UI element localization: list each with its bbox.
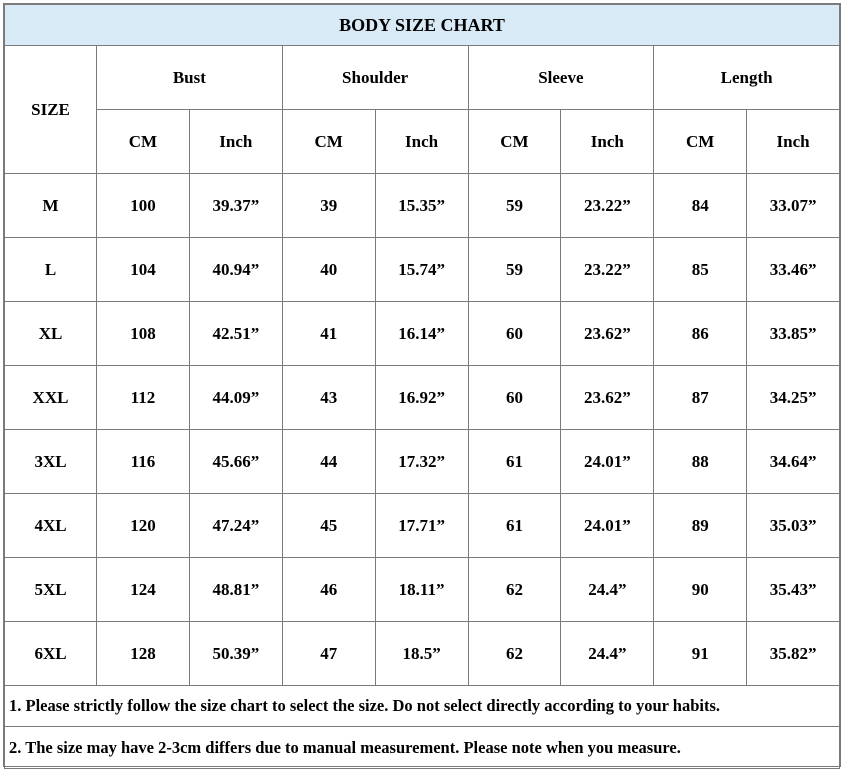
value-cell: 45 — [282, 494, 375, 558]
value-cell: 39 — [282, 174, 375, 238]
unit-header-cm: CM — [282, 110, 375, 174]
value-cell: 15.74” — [375, 238, 468, 302]
note-1: 1. Please strictly follow the size chart to select the size. Do not select directly according to your habits. — [5, 686, 840, 727]
unit-header-cm: CM — [654, 110, 747, 174]
table-row — [5, 622, 840, 686]
size-cell: XL — [5, 302, 97, 366]
value-cell: 91 — [654, 622, 747, 686]
unit-header-row — [5, 110, 840, 174]
value-cell: 45.66” — [189, 430, 282, 494]
group-header-bust: Bust — [97, 46, 283, 110]
value-cell: 85 — [654, 238, 747, 302]
value-cell: 108 — [97, 302, 190, 366]
title-row — [5, 5, 840, 46]
value-cell: 120 — [97, 494, 190, 558]
table-row — [5, 174, 840, 238]
value-cell: 23.22” — [561, 174, 654, 238]
value-cell: 39.37” — [189, 174, 282, 238]
value-cell: 17.71” — [375, 494, 468, 558]
value-cell: 61 — [468, 430, 561, 494]
value-cell: 40.94” — [189, 238, 282, 302]
value-cell: 16.14” — [375, 302, 468, 366]
size-cell: 3XL — [5, 430, 97, 494]
value-cell: 60 — [468, 366, 561, 430]
value-cell: 44 — [282, 430, 375, 494]
value-cell: 16.92” — [375, 366, 468, 430]
value-cell: 41 — [282, 302, 375, 366]
size-table — [4, 4, 840, 769]
value-cell: 59 — [468, 238, 561, 302]
table-row — [5, 366, 840, 430]
value-cell: 90 — [654, 558, 747, 622]
value-cell: 23.62” — [561, 302, 654, 366]
value-cell: 50.39” — [189, 622, 282, 686]
table-row — [5, 302, 840, 366]
value-cell: 88 — [654, 430, 747, 494]
size-cell: XXL — [5, 366, 97, 430]
value-cell: 62 — [468, 558, 561, 622]
value-cell: 40 — [282, 238, 375, 302]
value-cell: 24.4” — [561, 622, 654, 686]
group-header-length: Length — [654, 46, 840, 110]
unit-header-inch: Inch — [189, 110, 282, 174]
value-cell: 124 — [97, 558, 190, 622]
size-chart — [3, 3, 841, 767]
value-cell: 61 — [468, 494, 561, 558]
group-header-row — [5, 46, 840, 110]
value-cell: 60 — [468, 302, 561, 366]
value-cell: 23.62” — [561, 366, 654, 430]
value-cell: 35.03” — [747, 494, 840, 558]
value-cell: 23.22” — [561, 238, 654, 302]
unit-header-cm: CM — [97, 110, 190, 174]
unit-header-inch: Inch — [561, 110, 654, 174]
group-header-shoulder: Shoulder — [282, 46, 468, 110]
table-row — [5, 238, 840, 302]
value-cell: 24.4” — [561, 558, 654, 622]
value-cell: 84 — [654, 174, 747, 238]
table-row — [5, 558, 840, 622]
value-cell: 18.11” — [375, 558, 468, 622]
size-cell: 4XL — [5, 494, 97, 558]
value-cell: 116 — [97, 430, 190, 494]
size-cell: L — [5, 238, 97, 302]
value-cell: 89 — [654, 494, 747, 558]
chart-title: BODY SIZE CHART — [5, 5, 840, 46]
value-cell: 33.85” — [747, 302, 840, 366]
value-cell: 24.01” — [561, 494, 654, 558]
size-header: SIZE — [5, 46, 97, 174]
value-cell: 33.07” — [747, 174, 840, 238]
value-cell: 112 — [97, 366, 190, 430]
value-cell: 42.51” — [189, 302, 282, 366]
value-cell: 100 — [97, 174, 190, 238]
value-cell: 34.64” — [747, 430, 840, 494]
value-cell: 35.82” — [747, 622, 840, 686]
value-cell: 59 — [468, 174, 561, 238]
value-cell: 43 — [282, 366, 375, 430]
value-cell: 46 — [282, 558, 375, 622]
note-row — [5, 727, 840, 769]
size-cell: 5XL — [5, 558, 97, 622]
value-cell: 18.5” — [375, 622, 468, 686]
value-cell: 47.24” — [189, 494, 282, 558]
value-cell: 33.46” — [747, 238, 840, 302]
value-cell: 62 — [468, 622, 561, 686]
value-cell: 34.25” — [747, 366, 840, 430]
note-2: 2. The size may have 2-3cm differs due to manual measurement. Please note when you measure. — [5, 727, 840, 769]
unit-header-cm: CM — [468, 110, 561, 174]
note-row — [5, 686, 840, 727]
value-cell: 128 — [97, 622, 190, 686]
unit-header-inch: Inch — [375, 110, 468, 174]
value-cell: 87 — [654, 366, 747, 430]
value-cell: 104 — [97, 238, 190, 302]
value-cell: 35.43” — [747, 558, 840, 622]
table-row — [5, 494, 840, 558]
value-cell: 86 — [654, 302, 747, 366]
size-cell: 6XL — [5, 622, 97, 686]
group-header-sleeve: Sleeve — [468, 46, 654, 110]
value-cell: 47 — [282, 622, 375, 686]
value-cell: 15.35” — [375, 174, 468, 238]
size-cell: M — [5, 174, 97, 238]
value-cell: 17.32” — [375, 430, 468, 494]
value-cell: 44.09” — [189, 366, 282, 430]
unit-header-inch: Inch — [747, 110, 840, 174]
value-cell: 48.81” — [189, 558, 282, 622]
value-cell: 24.01” — [561, 430, 654, 494]
table-row — [5, 430, 840, 494]
